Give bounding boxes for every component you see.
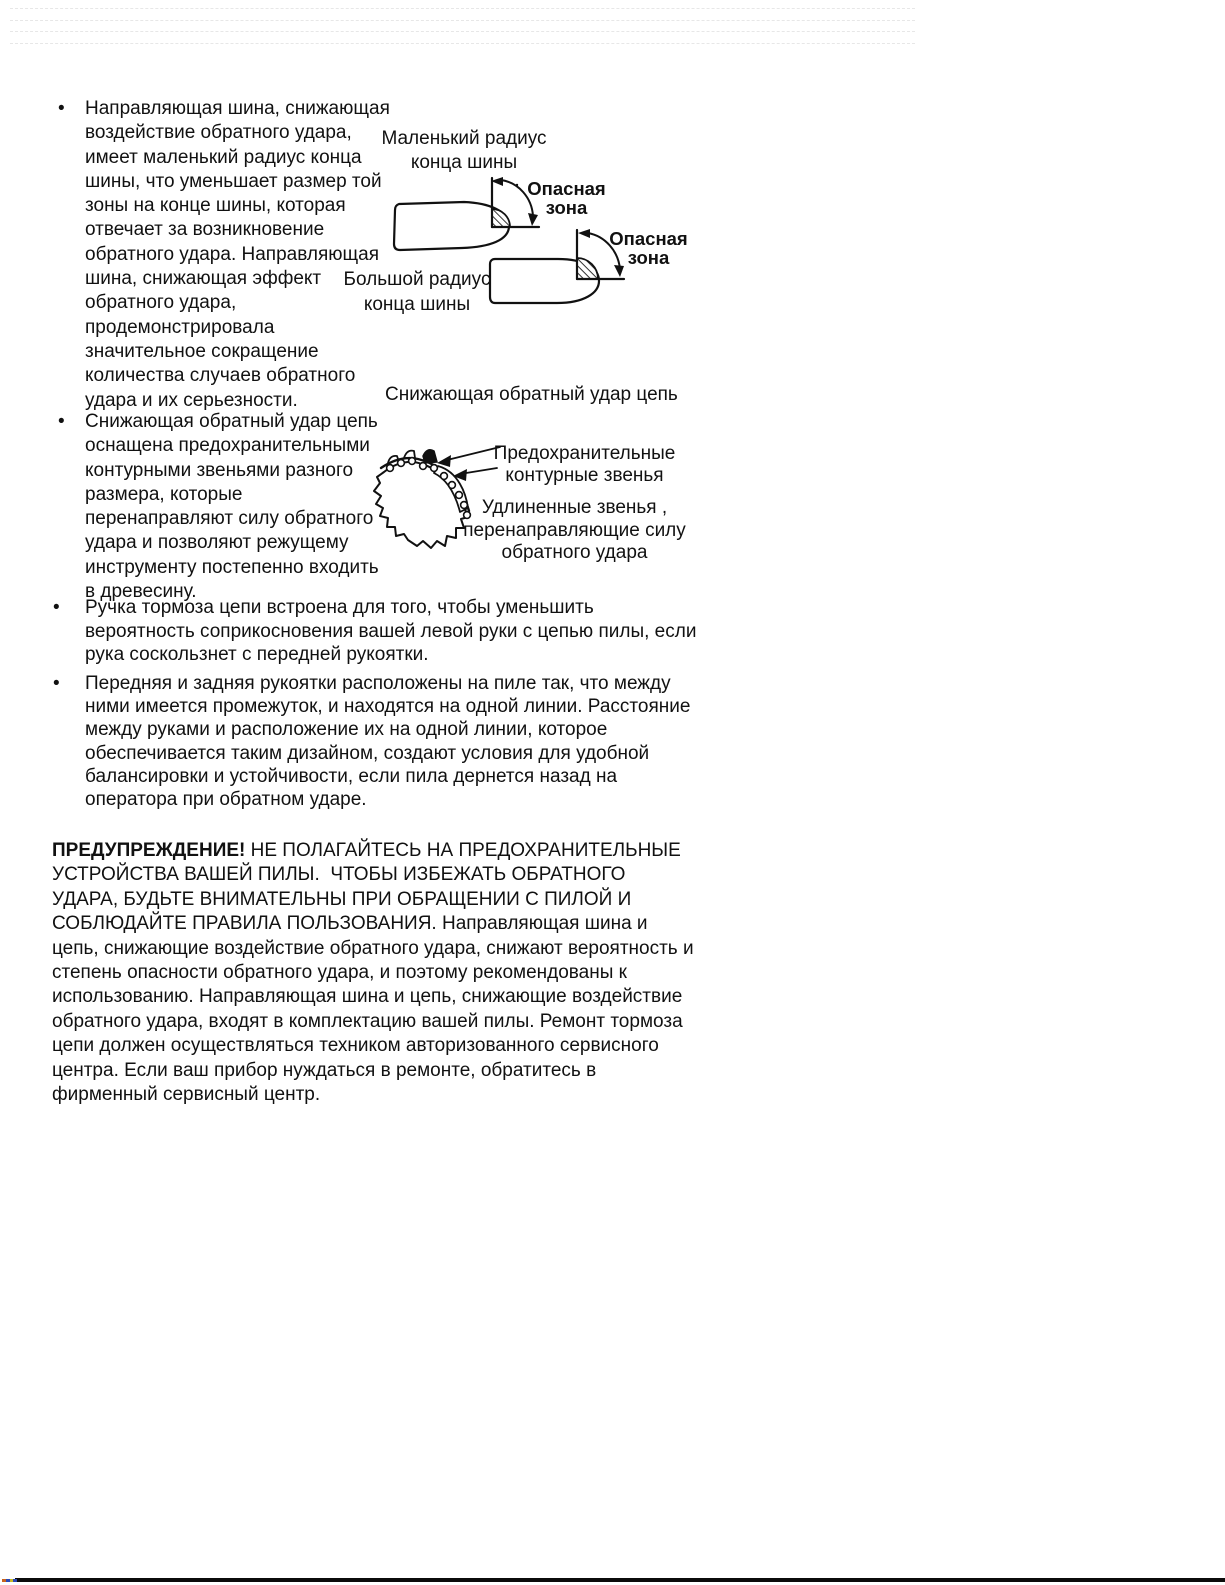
warning-lines: УСТРОЙСТВА ВАШЕЙ ПИЛЫ. ЧТОБЫ ИЗБЕЖАТЬ ОБРАТНОГО УДАРА, БУДЬТЕ ВНИМАТЕЛЬНЫ ПРИ ОБРАЩЕНИИ С ПИЛОЙ И СОБЛЮДАЙТЕ ПРАВИЛА ПОЛЬЗОВАНИЯ. Направляющая шина и цепь, снижающие воздействие обратного удара, снижают вероятность и степень опасности обратного удара, и поэтому рекомендованы к использованию. Направляющая шина и цепь, снижающие воздействие обратного удара, входят в комплектацию вашей пилы. Ремонт тормоза цепи должен осуществляться техником авторизованного сервисного центра. Если ваш прибор нуждаться в ремонте, обратитесь в фирменный сервисный центр. [52, 864, 694, 1106]
bullet-marker: • [58, 411, 65, 432]
scan-speck [13, 1579, 17, 1583]
small-radius-bar-diagram [394, 177, 539, 250]
chain-segment-sketch [374, 447, 500, 548]
arc-dot-artifact [516, 184, 518, 186]
label-large-tip-radius: Большой радиус конца шины [343, 269, 491, 315]
label-small-tip-radius: Маленький радиус конца шины [381, 128, 547, 173]
bullet-2-chain-text: Снижающая обратный удар цепь оснащена предохранительными контурными звеньями разного размера, которые перенаправляют силу обратного удара и позволяют режущему инструменту постепенно входить в древесину. [85, 411, 379, 603]
guard-link-pointer-arrowhead [437, 455, 451, 467]
warning-first-line-rest: НЕ ПОЛАГАЙТЕСЬ НА ПРЕДОХРАНИТЕЛЬНЫЕ [245, 840, 681, 861]
bullet-3-brake-handle-text: Ручка тормоза цепи встроена для того, чтобы уменьшить вероятность соприкосновения вашей левой руки с цепью пилы, если рука соскользнет с передней рукоятки. [85, 597, 697, 665]
label-danger-zone-small: Опасная зона [527, 178, 606, 218]
bullet-marker: • [53, 673, 60, 694]
sweep-arc [588, 233, 620, 269]
bullet-4-handles-text: Передняя и задняя рукоятки расположены на пиле так, что между ними имеется промежуток, и находятся на одной линии. Расстояние между руками и расположение их на одной линии, которое обеспечивается таким дизайном, создают условия для удобной балансировки и устойчивости, если пила дернется назад на оператора при обратном ударе. [85, 673, 691, 811]
label-elongated-links: Удлиненные звенья , перенаправляющие силу обратного удара [463, 497, 686, 563]
arc-arrowhead-top [578, 229, 590, 238]
label-danger-zone-large: Опасная зона [609, 228, 688, 268]
arc-arrowhead-bottom [614, 265, 624, 277]
bullet-marker: • [53, 597, 60, 618]
chain-diagram-title: Снижающая обратный удар цепь [385, 384, 678, 405]
bullet-1-guide-bar-text: Направляющая шина, снижающая воздействие обратного удара, имеет маленький радиус конца шины, что уменьшает размер той зоны на конце шины, которая отвечает за возникновение обратного удара. Направляющая шина, снижающая эффект обратного удара, продемонстрировала значительное сокращение количества случаев обратного удара и их серьезности. [85, 98, 390, 411]
arc-arrowhead-bottom [528, 213, 538, 226]
dark-guard-link [423, 450, 437, 463]
large-radius-bar-diagram [490, 229, 624, 303]
guard-link-pointer-line [443, 447, 500, 461]
label-guard-links: Предохранительные контурные звенья [493, 443, 676, 486]
scan-edge-bar [15, 1578, 1225, 1582]
scan-speck [2, 1579, 6, 1583]
bullet-marker: • [58, 98, 65, 119]
warning-lead-bold: ПРЕДУПРЕЖДЕНИЕ! [52, 840, 246, 861]
danger-zone-wedge [577, 258, 598, 279]
danger-zone-wedge [492, 209, 510, 227]
